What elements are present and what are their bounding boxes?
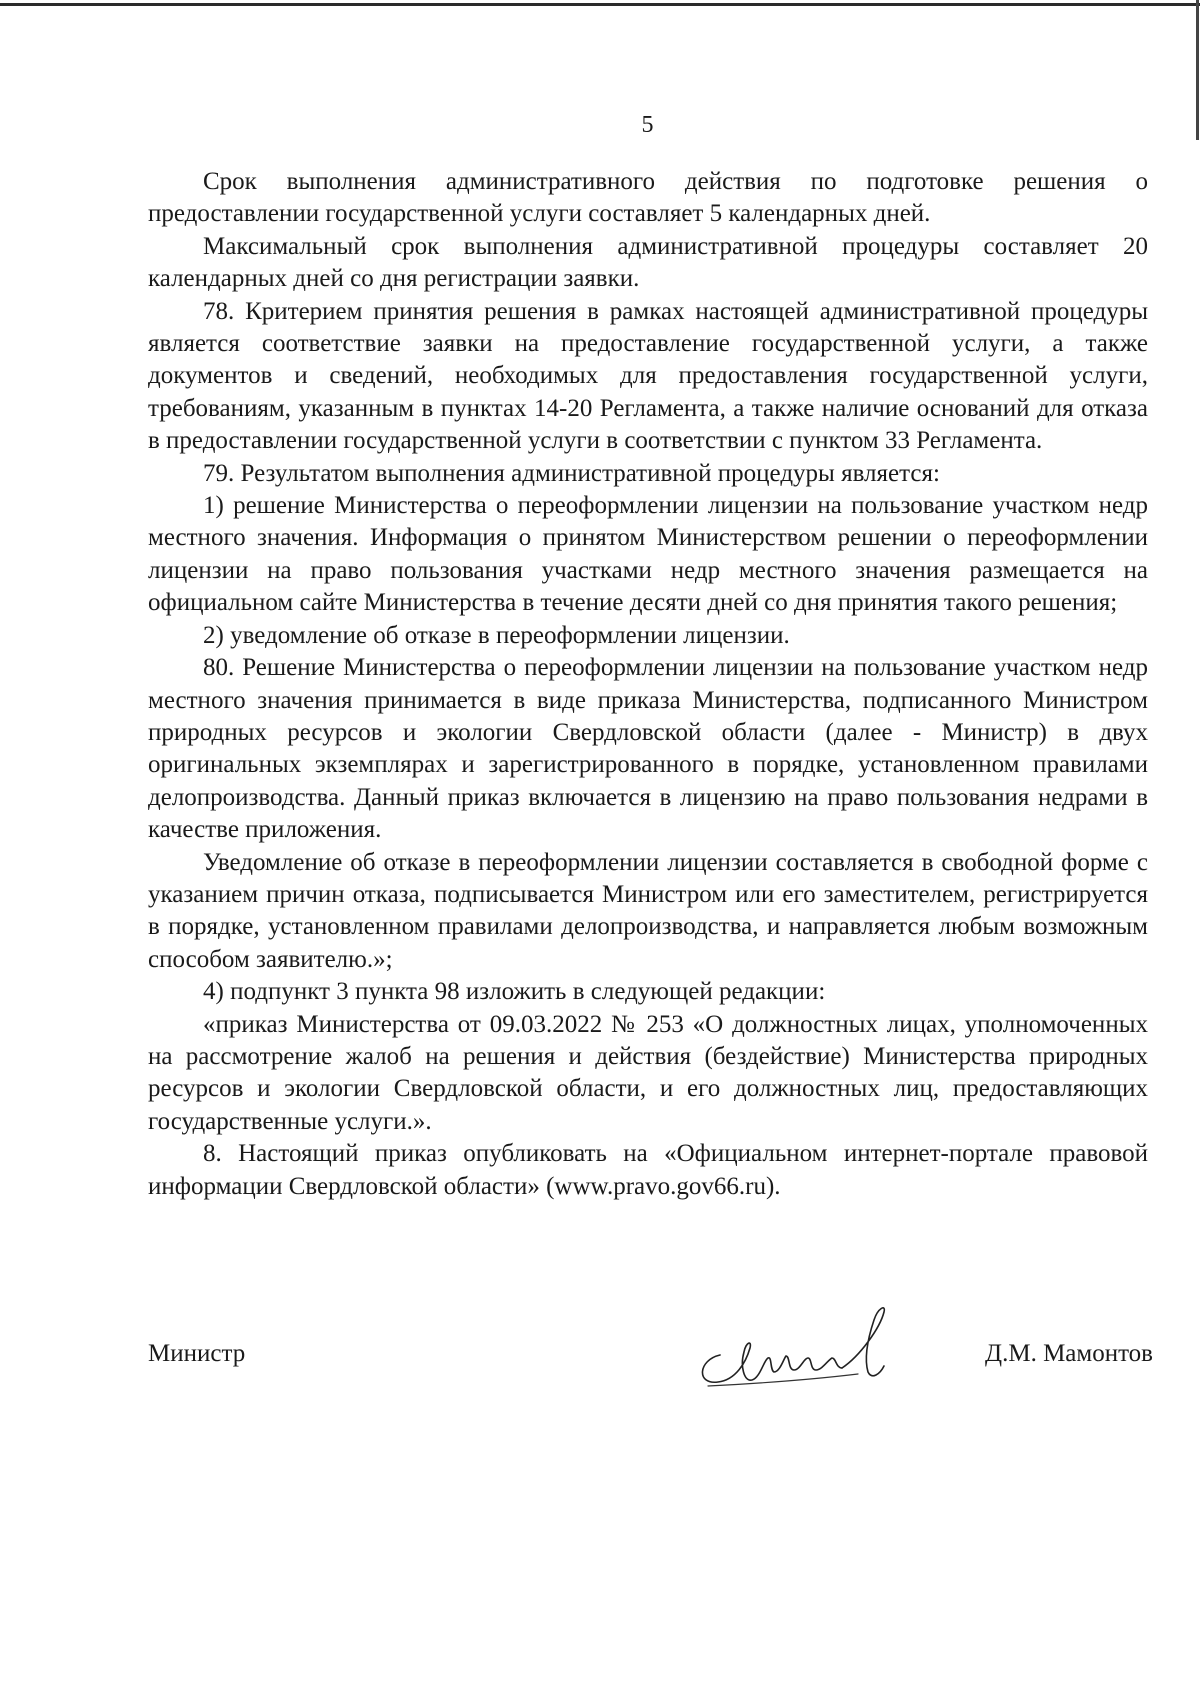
paragraph: Максимальный срок выполнения административной процедуры составляет 20 календарных дней со дня регистрации заявки. (148, 232, 1148, 293)
paragraph-item-1: 1) решение Министерства о переоформлении лицензии на пользование участком недр местного значения. Информация о принятом Министерством решении о переоформлении лицензии на право пользования участками недр местного значения размещается на официальном сайте Министерства в течение десяти дней со дня принятия такого решения; (148, 492, 1148, 617)
paragraph-quote: «приказ Министерства от 09.03.2022 № 253 «О должностных лицах, уполномоченных на рассмотрение жалоб на решения и действия (бездействие) Министерства природных ресурсов и экологии Свердловской области, и его должностных лиц, предоставляющих государственные услуги.». (148, 1010, 1148, 1135)
paragraph-78: 78. Критерием принятия решения в рамках настоящей административной процедуры является соответствие заявки на предоставление государственной услуги, а также документов и сведений, необходимых для предоставления государственной услуги, требованиям, указанным в пунктах 14-20 Регламента, а также наличие оснований для отказа в предоставлении государственной услуги в соответствии с пунктом 33 Регламента. (148, 297, 1148, 455)
top-border-line (0, 3, 1200, 6)
document-body (148, 166, 1148, 1203)
paragraph-80: 80. Решение Министерства о переоформлении лицензии на пользование участком недр местного значения принимается в виде приказа Министерства, подписанного Министром природных ресурсов и экологии Свердловской области (далее - Министр) в двух оригинальных экземплярах и зарегистрированного в порядке, установленном правилами делопроизводства. Данный приказ включается в лицензию на право пользования недрами в качестве приложения. (148, 654, 1148, 844)
signature-block (148, 1300, 1153, 1410)
paragraph: Уведомление об отказе в переоформлении лицензии составляется в свободной форме с указанием причин отказа, подписывается Министром или его заместителем, регистрируется в порядке, установленном правилами делопроизводства, и направляется любым возможным способом заявителю.»; (148, 848, 1148, 973)
handwritten-signature-icon (688, 1300, 918, 1400)
page-number: 5 (641, 112, 654, 138)
signer-name: Д.М. Мамонтов (985, 1340, 1153, 1367)
signer-title: Министр (148, 1340, 246, 1367)
paragraph-8: 8. Настоящий приказ опубликовать на «Официальном интернет-портале правовой информации Свердловской области» (www.pravo.gov66.ru). (148, 1140, 1148, 1200)
paragraph-item-2: 2) уведомление об отказе в переоформлении лицензии. (203, 621, 790, 649)
paragraph-79: 79. Результатом выполнения административной процедуры является: (203, 459, 940, 487)
paragraph-item-4: 4) подпункт 3 пункта 98 изложить в следующей редакции: (203, 978, 826, 1006)
paragraph: Срок выполнения административного действия по подготовке решения о предоставлении государственной услуги составляет 5 календарных дней. (148, 168, 1148, 228)
